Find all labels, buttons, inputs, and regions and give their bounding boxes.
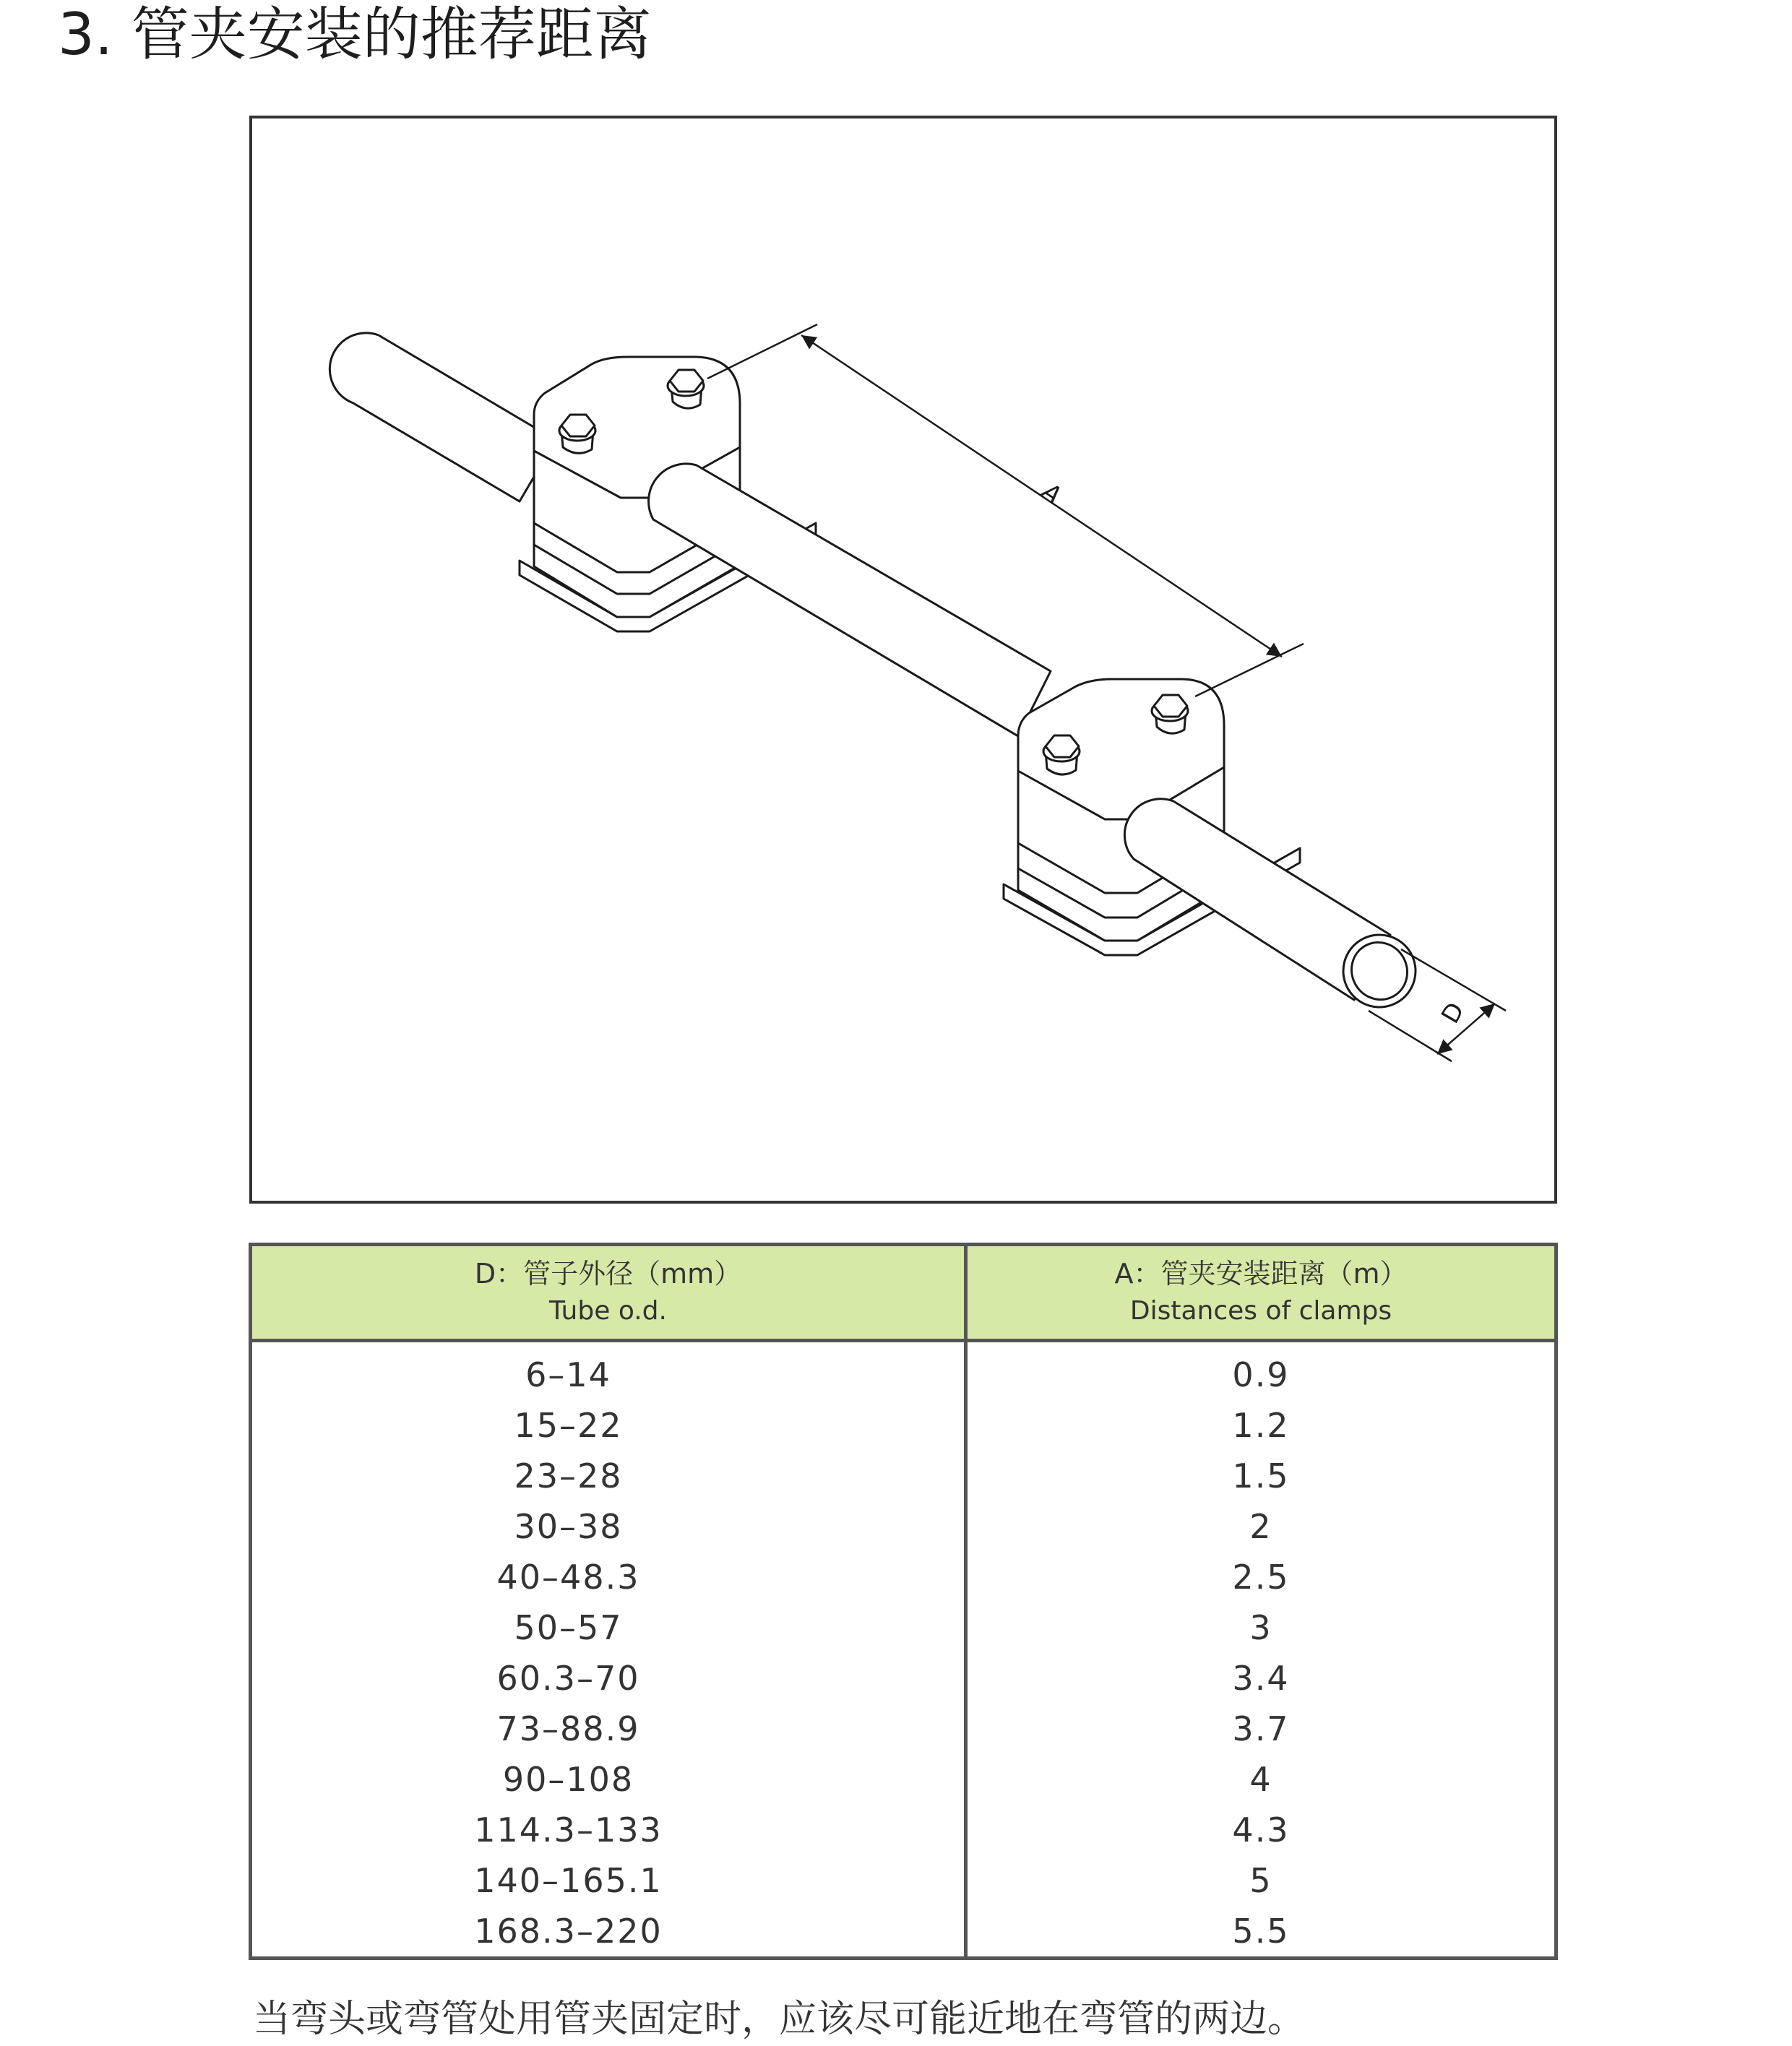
tube-od-cell: 50–57 [251,1602,966,1653]
tube-left [329,333,556,501]
tube-od-cell: 60.3–70 [251,1653,966,1704]
table-row [251,1552,1556,1602]
footnote: 当弯头或弯管处用管夹固定时，应该尽可能近地在弯管的两边。 [253,1998,1306,2041]
tube-od-cell: 6–14 [251,1341,966,1401]
table-header-row [251,1245,1556,1341]
table-row [251,1653,1556,1704]
label-a: A [1035,477,1067,511]
dimension-a [707,324,1304,696]
header-clamp-distance-en: Distances of clamps [1129,1296,1392,1326]
clamp-distance-cell: 3 [1249,1608,1272,1647]
table-row [251,1501,1556,1552]
tube-od-cell: 114.3–133 [251,1805,966,1855]
clamp-distance-cell: 1.5 [1232,1456,1290,1495]
table-row [251,1754,1556,1805]
table-row [251,1906,1556,1959]
section-heading: 3. 管夹安装的推荐距离 [58,1,652,68]
table-row [251,1704,1556,1754]
table-row [251,1451,1556,1501]
header-tube-od-en: Tube o.d. [549,1296,667,1326]
tube-od-cell: 73–88.9 [251,1704,966,1754]
header-clamp-distance-cn: A：管夹安装距离（m） [1114,1258,1408,1290]
table-row [251,1805,1556,1855]
clamp-diagram [252,118,1554,1201]
clamp-distance-cell: 5.5 [1232,1912,1290,1951]
header-tube-od-cn: D：管子外径（mm） [474,1258,742,1290]
spec-table [249,1243,1558,1960]
table-row [251,1341,1556,1401]
clamp-distance-cell: 5 [1249,1861,1272,1900]
table-row [251,1855,1556,1906]
clamp-distance-cell: 0.9 [1232,1355,1290,1394]
tube-od-cell: 40–48.3 [251,1552,966,1602]
clamp-distance-cell: 4.3 [1232,1810,1290,1849]
table-row [251,1400,1556,1451]
clamp-diagram-frame [249,116,1557,1204]
clamp-distance-cell: 4 [1249,1760,1272,1799]
tube-od-cell: 140–165.1 [251,1855,966,1906]
tube-middle [649,464,1051,736]
table-row [251,1602,1556,1653]
tube-od-cell: 168.3–220 [251,1906,966,1959]
clamp-distance-cell: 1.2 [1232,1406,1290,1445]
clamp-distance-cell: 3.4 [1232,1659,1290,1698]
clamp-distance-cell: 3.7 [1232,1709,1290,1748]
tube-od-cell: 90–108 [251,1754,966,1805]
tube-od-cell: 15–22 [251,1400,966,1451]
header-clamp-distance [966,1245,1556,1341]
tube-od-cell: 30–38 [251,1501,966,1552]
label-d: D [1436,997,1470,1029]
header-tube-od [251,1245,966,1341]
clamp-distance-cell: 2.5 [1232,1558,1290,1597]
tube-od-cell: 23–28 [251,1451,966,1501]
clamp-distance-cell: 2 [1249,1507,1272,1546]
